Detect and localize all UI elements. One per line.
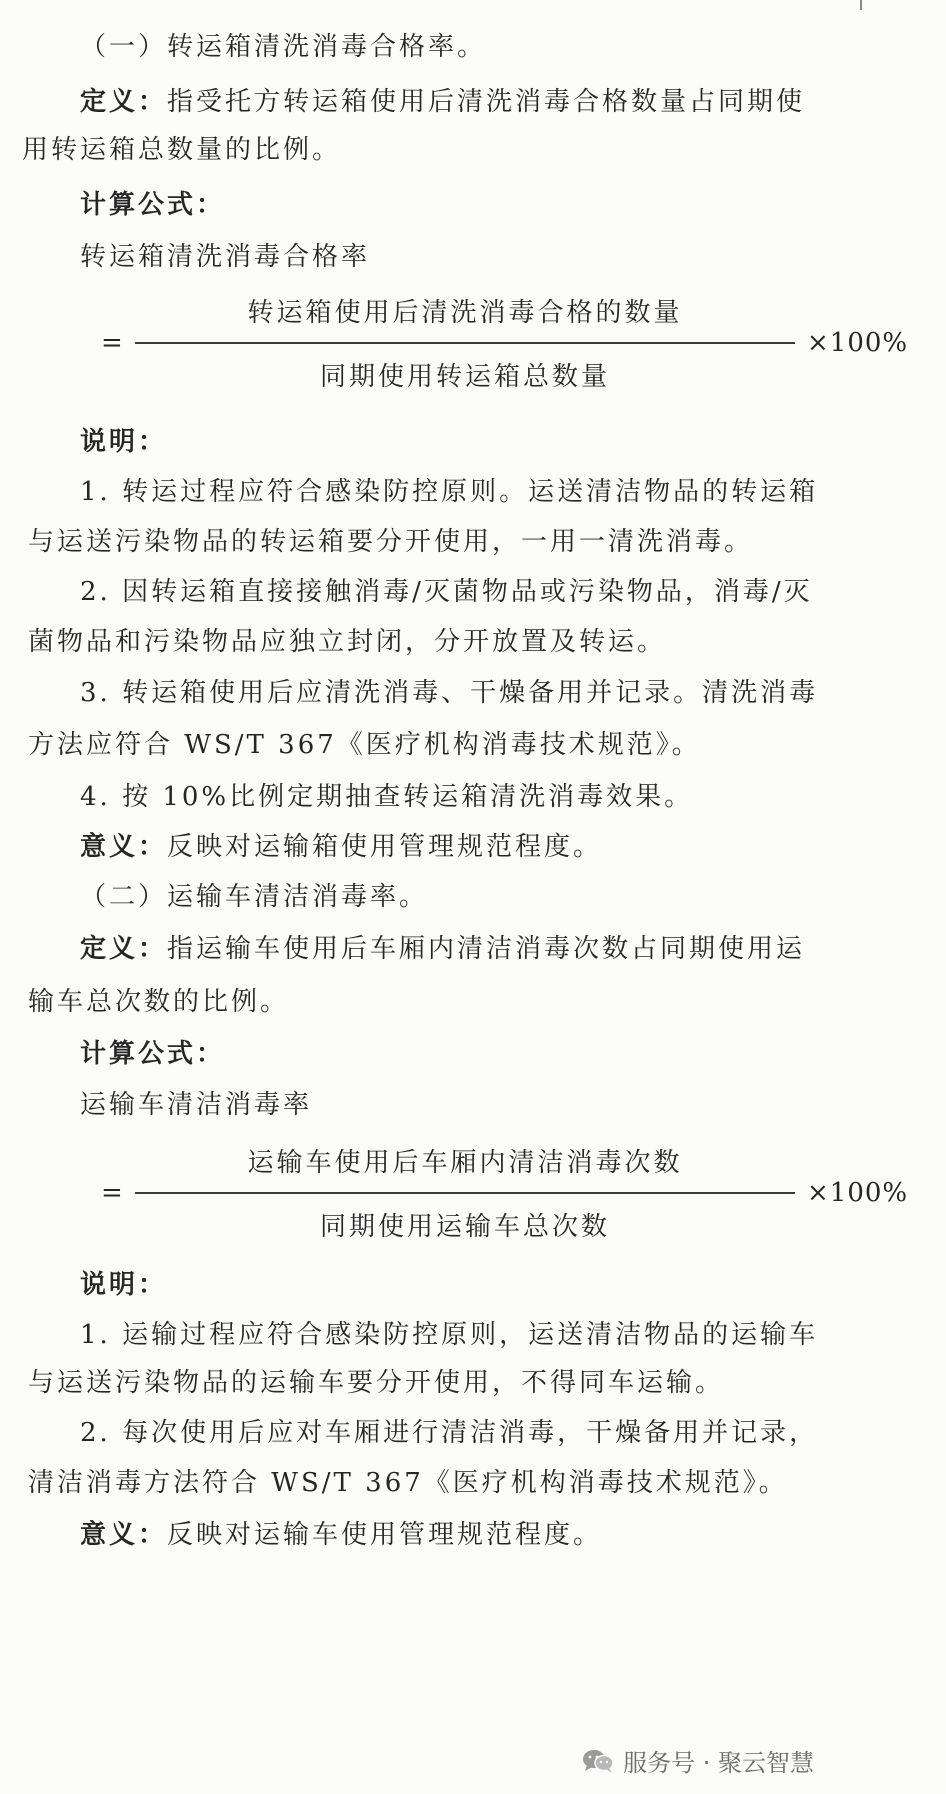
- meaning-label: 意义：: [80, 832, 168, 862]
- formula-multiplier: ×100%: [807, 328, 909, 358]
- definition-text: 指运输车使用后车厢内清洁消毒次数占同期使用运: [167, 934, 806, 964]
- wechat-icon: [581, 1748, 615, 1774]
- section1-notes-label: 说明：: [80, 427, 168, 457]
- definition-text: 指受托方转运箱使用后清洗消毒合格数量占同期使: [167, 87, 806, 117]
- equals-sign: =: [101, 328, 123, 358]
- section1-note4: 4. 按 10%比例定期抽查转运箱清洗消毒效果。: [80, 782, 694, 812]
- definition-label: 定义：: [80, 87, 168, 117]
- edge-mark: [860, 0, 862, 10]
- section1-heading: （一）转运箱清洗消毒合格率。: [80, 32, 487, 62]
- meaning-text: 反映对运输车使用管理规范程度。: [167, 1520, 603, 1550]
- section1-formula-label: 计算公式：: [80, 190, 226, 220]
- section2-definition: [80, 932, 946, 966]
- fraction-bar: [135, 342, 795, 344]
- section2-formula-name: 运输车清洁消毒率: [80, 1090, 313, 1120]
- equals-sign: =: [101, 1178, 123, 1208]
- formula-multiplier: ×100%: [807, 1178, 909, 1208]
- footer-text: 服务号 · 聚云智慧: [623, 1749, 814, 1777]
- section1-meaning: [80, 830, 946, 864]
- section2-formula: [95, 1142, 909, 1252]
- section1-formula: [95, 292, 909, 402]
- section1-note1-cont: 与运送污染物品的转运箱要分开使用，一用一清洗消毒。: [28, 527, 754, 557]
- section1-formula-name: 转运箱清洗消毒合格率: [80, 242, 371, 272]
- section1-note2: 2. 因转运箱直接接触消毒/灭菌物品或污染物品，消毒/灭: [80, 577, 813, 607]
- section2-note2: 2. 每次使用后应对车厢进行清洁消毒，干燥备用并记录，: [80, 1418, 819, 1448]
- formula-denominator: 同期使用转运箱总数量: [319, 362, 610, 392]
- section1-note1: 1. 转运过程应符合感染防控原则。运送清洁物品的转运箱: [80, 477, 819, 507]
- fraction-bar: [135, 1192, 795, 1194]
- section1-definition: [80, 85, 946, 119]
- meaning-label: 意义：: [80, 1520, 168, 1550]
- formula-numerator: 运输车使用后车厢内清洁消毒次数: [247, 1148, 683, 1178]
- section2-meaning: [80, 1518, 946, 1552]
- section1-note3: 3. 转运箱使用后应清洗消毒、干燥备用并记录。清洗消毒: [80, 678, 819, 708]
- section1-note2-cont: 菌物品和污染物品应独立封闭，分开放置及转运。: [28, 627, 667, 657]
- meaning-text: 反映对运输箱使用管理规范程度。: [167, 832, 603, 862]
- formula-denominator: 同期使用运输车总次数: [319, 1212, 610, 1242]
- section2-notes-label: 说明：: [80, 1270, 168, 1300]
- section2-note2-cont: 清洁消毒方法符合 WS/T 367《医疗机构消毒技术规范》。: [28, 1468, 788, 1498]
- section2-heading: （二）运输车清洁消毒率。: [80, 882, 429, 912]
- definition-label: 定义：: [80, 934, 168, 964]
- formula-numerator: 转运箱使用后清洗消毒合格的数量: [247, 298, 683, 328]
- section1-definition-cont: 用转运箱总数量的比例。: [22, 135, 342, 165]
- section2-formula-label: 计算公式：: [80, 1039, 226, 1069]
- section1-note3-cont: 方法应符合 WS/T 367《医疗机构消毒技术规范》。: [28, 730, 701, 760]
- wechat-footer[interactable]: [581, 1743, 814, 1778]
- section2-note1-cont: 与运送污染物品的运输车要分开使用，不得同车运输。: [28, 1368, 725, 1398]
- section2-note1: 1. 运输过程应符合感染防控原则，运送清洁物品的运输车: [80, 1320, 819, 1350]
- section2-definition-cont: 输车总次数的比例。: [28, 987, 290, 1017]
